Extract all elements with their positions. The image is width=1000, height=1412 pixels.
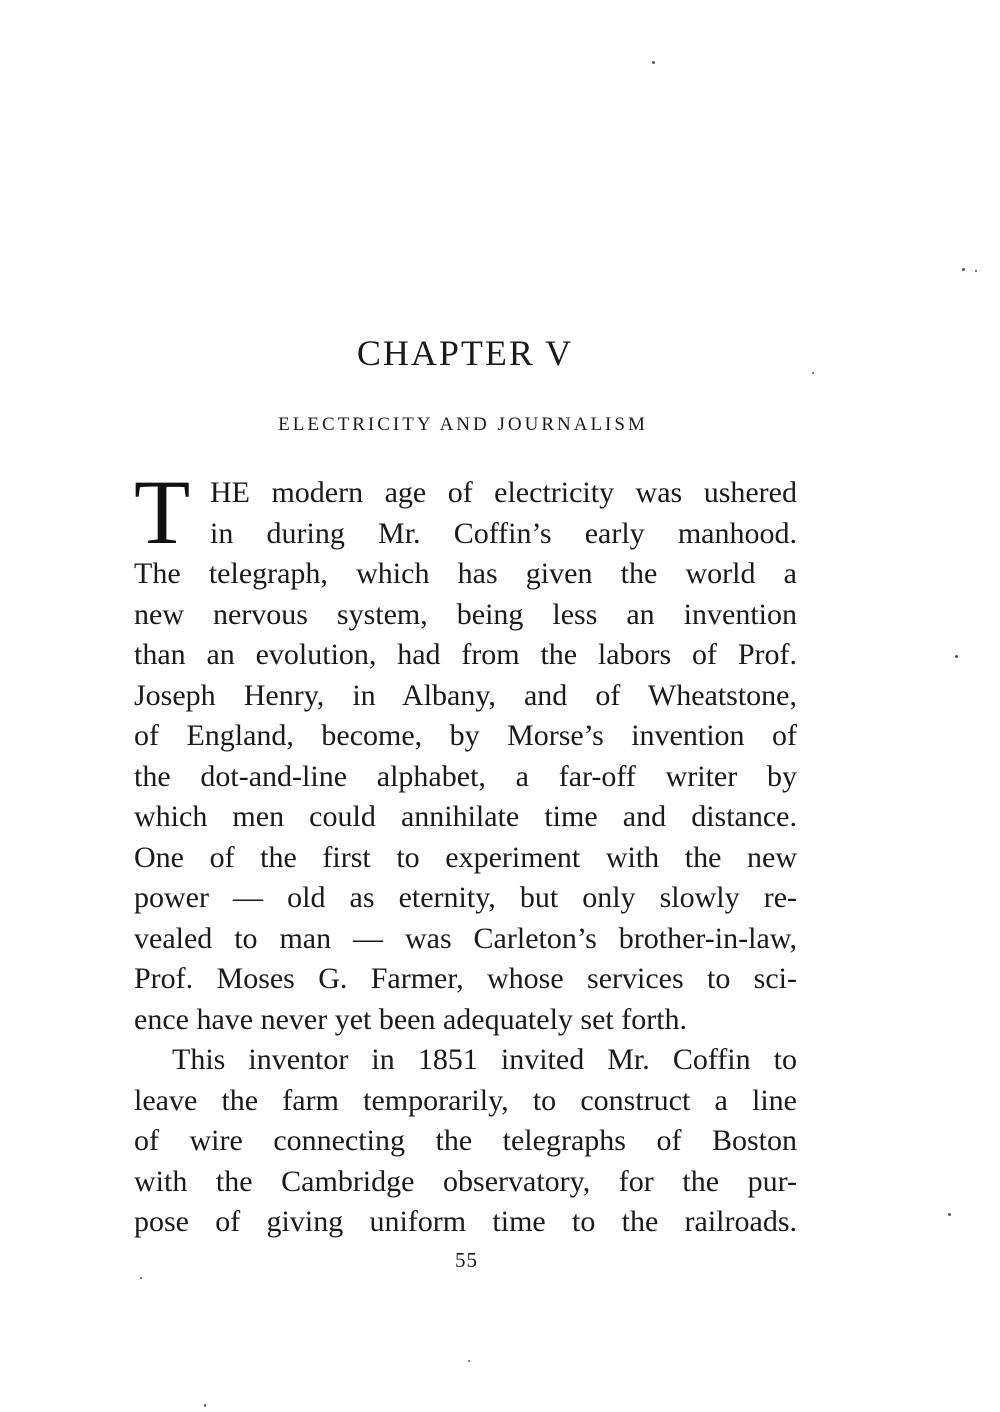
text-line: new nervous system, being less an invention bbox=[134, 597, 797, 631]
text-line: than an evolution, had from the labors of Prof. bbox=[134, 638, 797, 671]
scan-speck bbox=[140, 1277, 142, 1279]
scan-speck bbox=[948, 1213, 951, 1216]
scan-speck bbox=[652, 61, 655, 64]
scan-speck bbox=[962, 268, 965, 271]
text-line: the dot-and-line alphabet, a far-off writer by bbox=[134, 759, 797, 793]
text-line: power — old as eternity, but only slowly re- bbox=[134, 881, 797, 914]
scan-speck bbox=[468, 1360, 470, 1362]
text-line: which men could annihilate time and distance. bbox=[134, 800, 797, 833]
text-line: in during Mr. Coffin’s early manhood. bbox=[210, 516, 797, 550]
text-line: HE modern age of electricity was ushered bbox=[210, 476, 797, 509]
text-line: This inventor in 1851 invited Mr. Coffin to bbox=[172, 1043, 797, 1076]
page-number: 55 bbox=[455, 1248, 478, 1272]
text-line: of England, become, by Morse’s invention of bbox=[134, 719, 797, 752]
body-text bbox=[134, 473, 797, 1243]
drop-cap: T bbox=[134, 461, 191, 563]
scan-speck bbox=[204, 1404, 206, 1407]
text-line: ence have never yet been adequately set forth. bbox=[134, 1002, 688, 1036]
text-line: vealed to man — was Carleton’s brother-in-law, bbox=[134, 921, 797, 955]
text-line: Prof. Moses G. Farmer, whose services to sci- bbox=[134, 962, 797, 995]
text-line: leave the farm temporarily, to construct a line bbox=[134, 1083, 797, 1117]
chapter-subtitle: ELECTRICITY AND JOURNALISM bbox=[278, 414, 648, 435]
scan-speck bbox=[812, 372, 814, 374]
text-line: One of the first to experiment with the new bbox=[134, 840, 797, 874]
text-line: of wire connecting the telegraphs of Boston bbox=[134, 1124, 797, 1157]
text-line: Joseph Henry, in Albany, and of Wheatstone, bbox=[134, 678, 797, 712]
text-line: The telegraph, which has given the world a bbox=[134, 557, 797, 590]
chapter-title: CHAPTER V bbox=[356, 333, 574, 373]
scan-speck bbox=[955, 655, 958, 658]
scan-speck bbox=[975, 270, 977, 272]
text-line: pose of giving uniform time to the railroads. bbox=[134, 1205, 797, 1238]
text-line: with the Cambridge observatory, for the pur- bbox=[134, 1164, 797, 1198]
